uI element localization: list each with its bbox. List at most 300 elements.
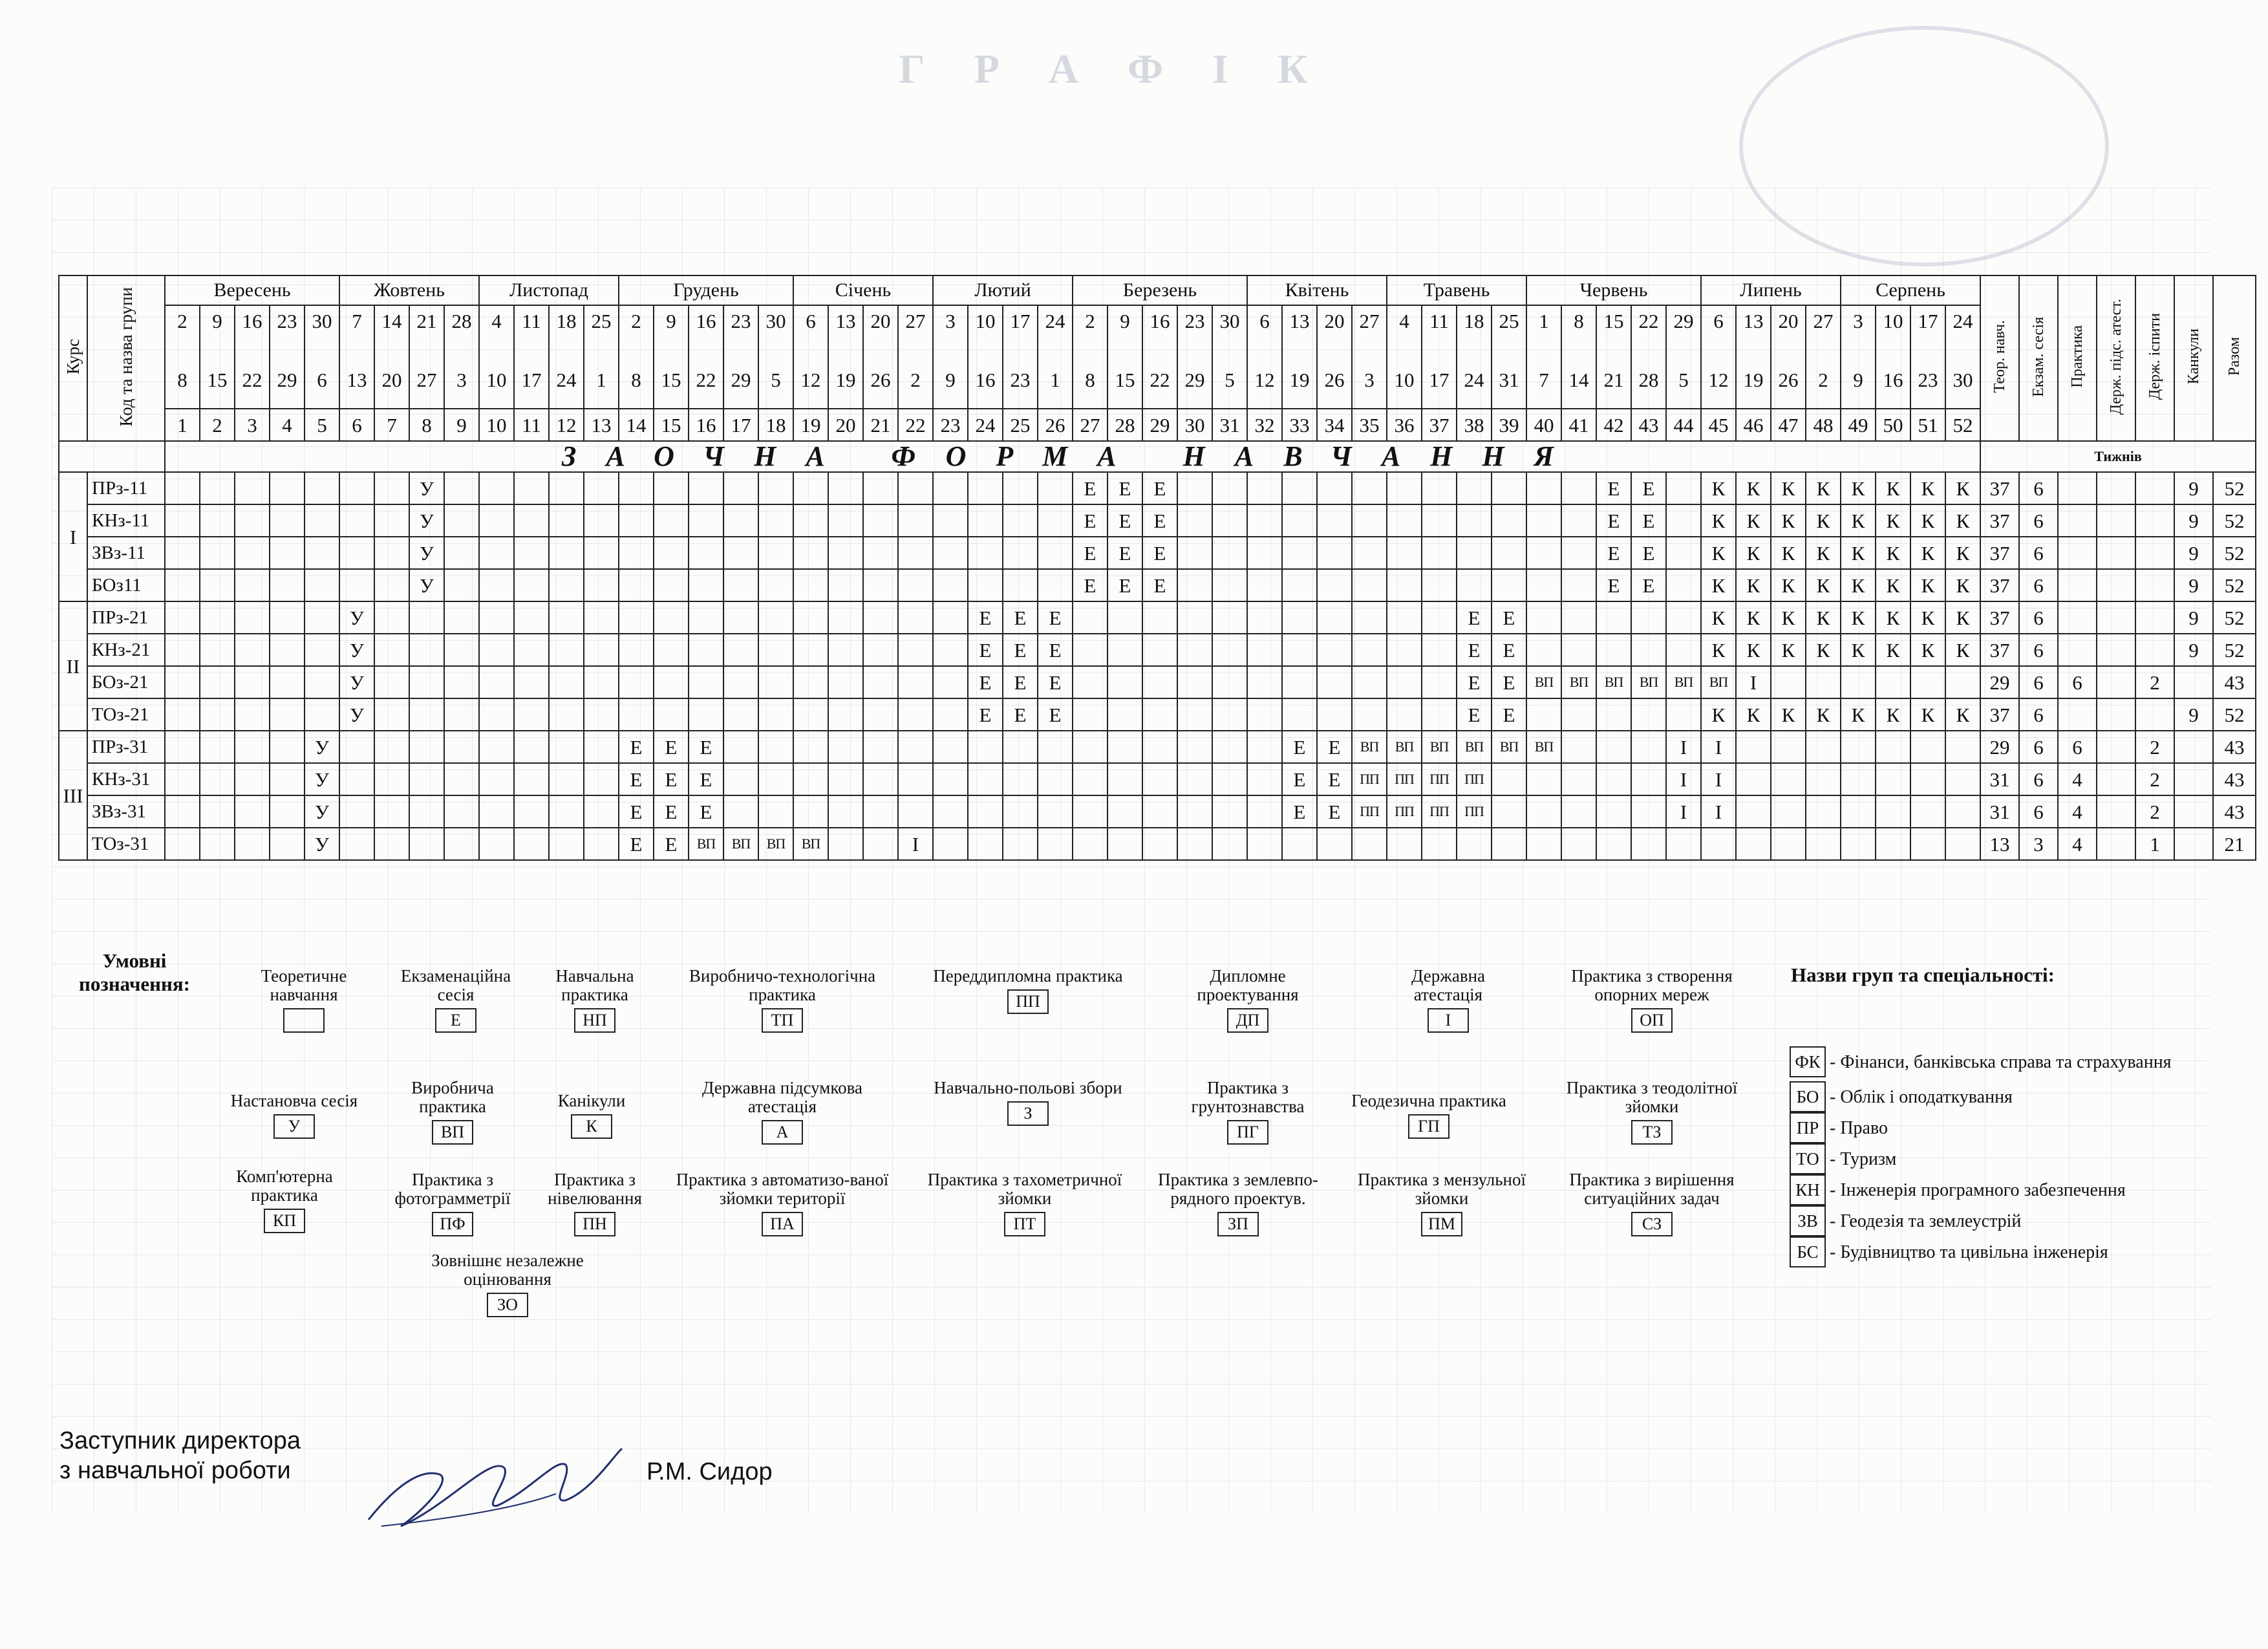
week-empty: [1073, 763, 1107, 795]
week-empty: [1631, 795, 1666, 828]
summary-value: 37: [1980, 569, 2019, 601]
summary-value: 6: [2019, 537, 2058, 569]
week-empty: [1142, 763, 1177, 795]
week-empty: [584, 569, 619, 601]
week-empty: [689, 504, 723, 537]
week-empty: [1736, 795, 1771, 828]
week-empty: [828, 795, 863, 828]
week-end: 26: [870, 369, 891, 391]
month-header: Вересень: [165, 275, 339, 305]
course-label: III: [59, 731, 87, 860]
week-empty: [1666, 537, 1701, 569]
week-end: 3: [1364, 369, 1375, 391]
week-empty: [689, 698, 723, 731]
week-number: 46: [1736, 409, 1771, 441]
legend-item: [1384, 967, 1513, 1033]
summary-value: 2: [2135, 795, 2174, 828]
week-number: 19: [793, 409, 828, 441]
week-mark: І: [898, 828, 933, 860]
week-empty: [1282, 504, 1317, 537]
week-empty: [1177, 504, 1212, 537]
summary-header: [2213, 275, 2256, 441]
week-empty: [479, 698, 514, 731]
week-mark: К: [1736, 698, 1771, 731]
week-number: 39: [1492, 409, 1526, 441]
week-empty: [828, 537, 863, 569]
week-empty: [723, 537, 758, 569]
summary-value: 37: [1980, 504, 2019, 537]
week-empty: [1876, 763, 1910, 795]
week-empty: [1073, 634, 1107, 666]
week-number: 49: [1841, 409, 1876, 441]
week-dates: [619, 305, 654, 409]
week-dates: [1492, 305, 1526, 409]
summary-value: 6: [2019, 795, 2058, 828]
week-mark: І: [1701, 763, 1736, 795]
week-mark: К: [1771, 698, 1806, 731]
week-mark: У: [409, 569, 444, 601]
week-mark: Е: [1596, 537, 1631, 569]
week-dates: [305, 305, 339, 409]
week-number: 42: [1596, 409, 1631, 441]
week-empty: [1945, 828, 1980, 860]
signature-block: [59, 1426, 301, 1485]
week-empty: [165, 537, 200, 569]
week-empty: [828, 828, 863, 860]
week-mark: Е: [1142, 569, 1177, 601]
group-name: БОз-21: [87, 666, 165, 698]
week-start: 2: [631, 310, 641, 332]
week-empty: [654, 569, 689, 601]
week-empty: [1422, 504, 1457, 537]
week-empty: [1422, 601, 1457, 634]
week-empty: [479, 795, 514, 828]
summary-value: 6: [2019, 504, 2058, 537]
week-empty: [1526, 634, 1561, 666]
week-empty: [1352, 601, 1387, 634]
week-empty: [758, 731, 793, 763]
week-mark: Е: [1317, 731, 1352, 763]
legend-item: [381, 967, 530, 1033]
week-mark: І: [1666, 763, 1701, 795]
week-empty: [444, 763, 479, 795]
week-dates: [1771, 305, 1806, 409]
week-empty: [549, 731, 584, 763]
week-mark: Е: [1492, 634, 1526, 666]
week-empty: [1352, 828, 1387, 860]
week-empty: [444, 537, 479, 569]
month-header: Грудень: [619, 275, 793, 305]
summary-value: [2174, 828, 2213, 860]
week-mark: Е: [1107, 537, 1142, 569]
week-empty: [723, 763, 758, 795]
groups-legend: [1790, 1042, 2179, 1267]
summary-value: 6: [2019, 569, 2058, 601]
week-empty: [723, 731, 758, 763]
group-code: БС: [1790, 1236, 1826, 1267]
week-end: 23: [1918, 369, 1938, 391]
week-dates: [1876, 305, 1910, 409]
week-empty: [409, 731, 444, 763]
week-empty: [863, 569, 898, 601]
legend-item: [1157, 967, 1338, 1033]
week-mark: І: [1666, 795, 1701, 828]
week-empty: [1945, 795, 1980, 828]
week-empty: [1177, 601, 1212, 634]
legend-code: ПН: [574, 1212, 615, 1236]
week-empty: [514, 537, 549, 569]
summary-value: 43: [2213, 666, 2256, 698]
legend-code: ПП: [1007, 989, 1049, 1014]
week-start: 22: [1638, 310, 1659, 332]
week-number: 33: [1282, 409, 1317, 441]
week-mark: К: [1771, 472, 1806, 504]
week-mark: Е: [1317, 763, 1352, 795]
weeks-label: Тижнів: [1980, 441, 2256, 472]
week-mark: К: [1841, 601, 1876, 634]
week-empty: [1142, 666, 1177, 698]
week-mark: К: [1736, 537, 1771, 569]
summary-value: 6: [2019, 763, 2058, 795]
week-empty: [933, 504, 968, 537]
week-empty: [1247, 828, 1282, 860]
week-empty: [723, 504, 758, 537]
week-empty: [235, 795, 270, 828]
week-empty: [1352, 504, 1387, 537]
week-empty: [200, 472, 235, 504]
week-start: 13: [1289, 310, 1310, 332]
week-end: 15: [661, 369, 681, 391]
week-empty: [409, 763, 444, 795]
week-empty: [1457, 504, 1492, 537]
week-mark: К: [1701, 472, 1736, 504]
week-empty: [374, 795, 409, 828]
week-start: 16: [242, 310, 262, 332]
summary-header: [2058, 275, 2097, 441]
week-empty: [584, 504, 619, 537]
legend-label: Теоретичне навчання: [261, 966, 347, 1004]
legend-label: Переддипломна практика: [933, 966, 1123, 986]
week-empty: [1317, 601, 1352, 634]
legend-label: Практика з нівелювання: [548, 1170, 642, 1208]
week-empty: [863, 537, 898, 569]
week-empty: [1631, 731, 1666, 763]
summary-value: [2097, 731, 2135, 763]
week-start: 1: [1539, 310, 1549, 332]
week-empty: [165, 698, 200, 731]
week-end: 31: [1499, 369, 1519, 391]
week-mark: Е: [1596, 472, 1631, 504]
week-empty: [1457, 537, 1492, 569]
week-empty: [514, 569, 549, 601]
legend-label: Практика з грунтознавства: [1191, 1078, 1305, 1116]
week-empty: [305, 634, 339, 666]
week-empty: [270, 634, 305, 666]
week-number: 12: [549, 409, 584, 441]
week-empty: [1352, 634, 1387, 666]
week-empty: [1387, 666, 1422, 698]
week-empty: [1212, 472, 1247, 504]
week-mark: Е: [968, 666, 1003, 698]
legend-item: [672, 1079, 892, 1145]
legend-label: Навчальна практика: [555, 966, 634, 1004]
week-empty: [1561, 731, 1596, 763]
week-mark: ПП: [1422, 795, 1457, 828]
week-empty: [723, 569, 758, 601]
week-mark: К: [1806, 504, 1841, 537]
week-dates: [1073, 305, 1107, 409]
summary-value: 6: [2019, 666, 2058, 698]
week-start: 7: [352, 310, 362, 332]
legend-code: ПФ: [432, 1212, 473, 1236]
week-mark: У: [305, 763, 339, 795]
week-mark: У: [339, 698, 374, 731]
week-empty: [514, 763, 549, 795]
week-number: 50: [1876, 409, 1910, 441]
week-mark: ПП: [1387, 795, 1422, 828]
week-empty: [968, 472, 1003, 504]
legend-code: ПГ: [1227, 1120, 1268, 1145]
legend-label: Практика з теодолітної зйомки: [1566, 1078, 1738, 1116]
week-empty: [828, 472, 863, 504]
week-number: 3: [235, 409, 270, 441]
week-empty: [165, 828, 200, 860]
week-end: 22: [242, 369, 262, 391]
week-empty: [235, 731, 270, 763]
week-number: 11: [514, 409, 549, 441]
week-empty: [654, 504, 689, 537]
week-mark: К: [1876, 698, 1910, 731]
legend-code: СЗ: [1631, 1212, 1673, 1236]
summary-value: [2097, 472, 2135, 504]
week-empty: [165, 569, 200, 601]
week-dates: [479, 305, 514, 409]
week-empty: [1003, 472, 1038, 504]
week-mark: ВП: [758, 828, 793, 860]
legend-label: Виробничо-технологічна практика: [689, 966, 876, 1004]
week-empty: [1387, 828, 1422, 860]
week-number: 44: [1666, 409, 1701, 441]
summary-value: [2058, 698, 2097, 731]
legend-item: [1345, 1170, 1539, 1236]
summary-value: 1: [2135, 828, 2174, 860]
week-empty: [1596, 763, 1631, 795]
week-empty: [1212, 828, 1247, 860]
week-empty: [374, 698, 409, 731]
summary-header-label: Канкули: [2185, 329, 2202, 385]
week-empty: [619, 537, 654, 569]
week-end: 19: [835, 369, 856, 391]
week-empty: [1771, 763, 1806, 795]
group-name: КНз-11: [87, 504, 165, 537]
legend-item: [931, 967, 1125, 1014]
week-empty: [444, 795, 479, 828]
week-empty: [305, 569, 339, 601]
week-empty: [339, 828, 374, 860]
week-empty: [898, 666, 933, 698]
week-empty: [619, 601, 654, 634]
week-mark: ВП: [1631, 666, 1666, 698]
week-mark: Е: [619, 795, 654, 828]
week-empty: [898, 537, 933, 569]
week-empty: [1107, 828, 1142, 860]
legend-code: ПА: [762, 1212, 803, 1236]
week-empty: [968, 504, 1003, 537]
week-mark: Е: [1073, 504, 1107, 537]
summary-value: 52: [2213, 634, 2256, 666]
group-specialty: - Облік і оподаткування: [1830, 1086, 2013, 1107]
legend-label: Настановча сесія: [230, 1091, 358, 1110]
week-empty: [1038, 569, 1073, 601]
week-start: 20: [870, 310, 891, 332]
summary-value: [2135, 504, 2174, 537]
week-empty: [968, 828, 1003, 860]
summary-value: [2135, 634, 2174, 666]
week-mark: К: [1876, 537, 1910, 569]
week-empty: [1561, 537, 1596, 569]
week-empty: [689, 601, 723, 634]
week-empty: [689, 634, 723, 666]
legend-label: Практика з тахометричної зйомки: [927, 1170, 1122, 1208]
summary-value: 43: [2213, 731, 2256, 763]
week-empty: [339, 504, 374, 537]
week-dates: [1247, 305, 1282, 409]
week-empty: [793, 795, 828, 828]
week-dates: [514, 305, 549, 409]
week-mark: Е: [1003, 601, 1038, 634]
week-empty: [1073, 698, 1107, 731]
week-empty: [828, 698, 863, 731]
week-end: 20: [381, 369, 402, 391]
week-empty: [758, 634, 793, 666]
week-empty: [444, 634, 479, 666]
week-empty: [479, 504, 514, 537]
week-dates: [339, 305, 374, 409]
table-row: [59, 569, 2256, 601]
week-end: 29: [277, 369, 297, 391]
week-number: 21: [863, 409, 898, 441]
week-number: 6: [339, 409, 374, 441]
week-number: 36: [1387, 409, 1422, 441]
legend-item: [381, 1079, 524, 1145]
week-mark: Е: [1003, 666, 1038, 698]
week-empty: [305, 666, 339, 698]
week-end: 1: [1050, 369, 1060, 391]
week-start: 6: [1713, 310, 1724, 332]
week-empty: [235, 472, 270, 504]
week-empty: [1422, 537, 1457, 569]
week-empty: [1422, 472, 1457, 504]
summary-value: 52: [2213, 601, 2256, 634]
week-empty: [828, 569, 863, 601]
week-mark: Е: [1282, 795, 1317, 828]
week-mark: Е: [1596, 569, 1631, 601]
week-empty: [898, 569, 933, 601]
week-empty: [305, 537, 339, 569]
week-empty: [1492, 504, 1526, 537]
week-mark: Е: [1631, 472, 1666, 504]
week-empty: [863, 731, 898, 763]
week-empty: [793, 601, 828, 634]
week-empty: [933, 569, 968, 601]
week-mark: К: [1736, 634, 1771, 666]
week-mark: Е: [1631, 569, 1666, 601]
week-empty: [165, 472, 200, 504]
week-empty: [793, 763, 828, 795]
week-mark: І: [1666, 731, 1701, 763]
table-row: [59, 601, 2256, 634]
week-empty: [479, 537, 514, 569]
week-mark: Е: [1317, 795, 1352, 828]
week-empty: [1806, 828, 1841, 860]
week-start: 15: [1603, 310, 1624, 332]
week-empty: [235, 763, 270, 795]
course-label: II: [59, 601, 87, 731]
week-empty: [654, 601, 689, 634]
summary-value: [2058, 634, 2097, 666]
group-specialty: - Право: [1830, 1117, 1888, 1138]
signer-position-line1: Заступник директора: [59, 1427, 301, 1454]
week-mark: Е: [1073, 537, 1107, 569]
week-mark: К: [1910, 569, 1945, 601]
week-empty: [1282, 472, 1317, 504]
week-empty: [270, 795, 305, 828]
week-end: 2: [1818, 369, 1828, 391]
summary-value: [2174, 731, 2213, 763]
week-empty: [1282, 601, 1317, 634]
week-empty: [479, 472, 514, 504]
week-end: 13: [347, 369, 367, 391]
week-end: 16: [1883, 369, 1903, 391]
week-empty: [235, 601, 270, 634]
summary-value: [2097, 828, 2135, 860]
week-dates: [968, 305, 1003, 409]
summary-value: 2: [2135, 763, 2174, 795]
week-start: 2: [177, 310, 187, 332]
week-dates: [898, 305, 933, 409]
week-mark: К: [1876, 504, 1910, 537]
summary-value: [2135, 472, 2174, 504]
week-end: 24: [1464, 369, 1484, 391]
week-empty: [968, 731, 1003, 763]
week-empty: [1526, 698, 1561, 731]
week-empty: [1387, 634, 1422, 666]
week-empty: [1457, 828, 1492, 860]
week-empty: [1561, 504, 1596, 537]
week-mark: К: [1736, 569, 1771, 601]
week-start: 11: [1429, 310, 1449, 332]
week-number: 9: [444, 409, 479, 441]
week-empty: [1317, 634, 1352, 666]
week-start: 18: [556, 310, 577, 332]
week-mark: ВП: [1526, 666, 1561, 698]
week-mark: К: [1806, 634, 1841, 666]
week-start: 21: [416, 310, 437, 332]
summary-header-label: Разом: [2226, 337, 2243, 376]
week-empty: [549, 795, 584, 828]
week-empty: [165, 795, 200, 828]
week-empty: [444, 569, 479, 601]
group-legend-item: [1790, 1112, 2179, 1143]
week-number: 45: [1701, 409, 1736, 441]
week-end: 19: [1289, 369, 1310, 391]
week-number: 15: [654, 409, 689, 441]
week-empty: [339, 569, 374, 601]
week-mark: К: [1841, 634, 1876, 666]
summary-value: 29: [1980, 731, 2019, 763]
week-mark: ПП: [1352, 763, 1387, 795]
week-start: 20: [1324, 310, 1345, 332]
